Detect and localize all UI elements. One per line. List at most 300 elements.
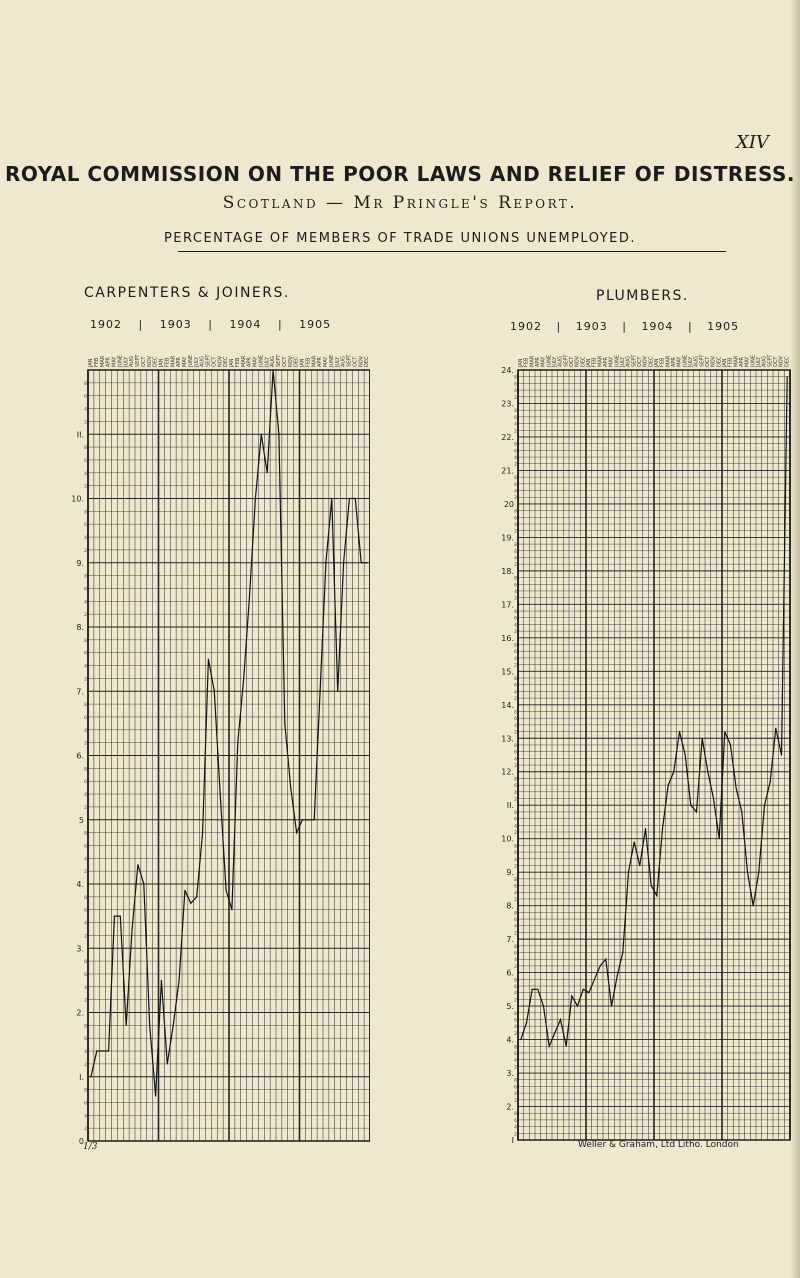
y-minor-tick-label: 6 <box>514 616 517 622</box>
y-tick-label: 2. <box>506 1102 514 1112</box>
y-minor-tick-label: 8 <box>514 944 517 950</box>
y-minor-tick-label: 2 <box>84 677 87 683</box>
data-point <box>549 1046 550 1047</box>
month-tick-label: APR <box>105 357 112 367</box>
data-point <box>781 754 782 755</box>
y-minor-tick-label: 8 <box>514 442 517 448</box>
data-point <box>651 885 652 886</box>
y-minor-tick-label: 8 <box>84 960 87 966</box>
y-minor-tick-label: 6 <box>514 583 517 589</box>
y-minor-tick-label: 8 <box>514 643 517 649</box>
y-tick-label: 13. <box>501 734 514 744</box>
main-title: ROYAL COMMISSION ON THE POOR LAWS AND RELIEF OF DISTRESS. <box>4 162 795 186</box>
data-point <box>770 781 771 782</box>
y-minor-tick-label: 6 <box>514 750 517 756</box>
data-point <box>184 890 185 891</box>
y-minor-tick-label: 2 <box>514 797 517 803</box>
y-minor-tick-label: 8 <box>514 677 517 682</box>
y-minor-tick-label: 6 <box>84 1101 87 1107</box>
month-tick-label: JAN <box>229 358 236 367</box>
y-minor-tick-label: 2 <box>84 484 87 490</box>
data-point <box>237 742 238 743</box>
corner-note: 1/3 <box>83 1142 98 1152</box>
month-tick-label: APR <box>246 357 253 367</box>
year-label: 1904 <box>229 318 262 331</box>
month-tick-label: MAR <box>99 355 106 367</box>
data-point <box>120 916 121 917</box>
data-point <box>308 819 309 820</box>
month-tick-label: JULY <box>755 356 762 367</box>
year-label: 1902 <box>510 320 542 333</box>
y-tick-label: 20 <box>503 499 514 509</box>
y-minor-tick-label: 2 <box>514 630 517 636</box>
month-tick-label: FEB <box>659 357 666 367</box>
month-tick-label: OCT <box>704 356 711 367</box>
year-row-plumbers: 1902 | 1903 | 1904 | 1905 <box>510 320 740 333</box>
month-tick-label: JAN <box>299 358 306 367</box>
data-point <box>758 872 759 873</box>
y-minor-tick-label: 6 <box>84 458 87 464</box>
data-point <box>161 980 162 981</box>
data-point <box>543 1005 544 1006</box>
month-tick-label: DEC <box>580 356 587 367</box>
y-minor-tick-label: 4 <box>514 757 517 763</box>
data-point <box>690 805 691 806</box>
month-tick-label: MAY <box>540 356 547 367</box>
month-tick-label: MAR <box>170 355 177 367</box>
y-minor-tick-label: 2 <box>514 596 517 602</box>
data-point <box>719 838 720 839</box>
month-tick-label: OCT <box>352 356 359 367</box>
data-point <box>594 979 595 980</box>
y-minor-tick-label: 6 <box>84 908 87 914</box>
y-minor-tick-label: 2 <box>514 730 517 736</box>
month-tick-label: SEPT <box>767 354 774 367</box>
data-point <box>526 1022 527 1023</box>
month-tick-label: DEC <box>648 356 655 367</box>
data-point <box>741 811 742 812</box>
y-minor-tick-label: 4 <box>84 921 87 927</box>
month-tick-label: APR <box>602 357 609 367</box>
y-tick-label: I. <box>79 1072 84 1082</box>
y-tick-label: II. <box>506 801 514 811</box>
y-tick-label: 10. <box>501 834 514 844</box>
y-tick-label: 3. <box>506 1069 514 1079</box>
y-minor-tick-label: 2 <box>514 931 517 937</box>
y-minor-tick-label: 6 <box>84 972 87 978</box>
month-tick-label: FEB <box>727 357 734 367</box>
data-point <box>243 678 244 679</box>
y-minor-tick-label: 4 <box>514 723 517 729</box>
month-tick-label: OCT <box>636 356 643 367</box>
month-tick-label: NOV <box>287 355 294 367</box>
y-minor-tick-label: 8 <box>84 703 87 709</box>
y-minor-tick-label: 4 <box>514 556 517 562</box>
y-minor-tick-label: 6 <box>514 717 517 723</box>
y-tick-label: 6. <box>506 968 514 978</box>
y-tick-label: 2. <box>76 1008 84 1018</box>
month-tick-label: AUG <box>199 356 206 367</box>
data-point <box>90 1076 91 1077</box>
year-label: 1904 <box>641 320 674 333</box>
data-point <box>600 965 601 966</box>
y-tick-label: 24. <box>501 366 514 375</box>
month-tick-label: MAR <box>597 355 604 367</box>
year-label: 1903 <box>159 318 192 331</box>
y-minor-tick-label: 6 <box>84 587 87 593</box>
data-point <box>611 1005 612 1006</box>
data-point <box>314 819 315 820</box>
data-point <box>126 1025 127 1026</box>
y-tick-label: 21. <box>501 466 514 476</box>
y-minor-tick-label: 4 <box>514 456 517 462</box>
month-tick-label: AUG <box>270 356 277 367</box>
data-point <box>753 905 754 906</box>
y-minor-tick-label: 6 <box>514 1018 517 1024</box>
month-tick-label: FEB <box>93 357 100 367</box>
month-tick-label: JAN <box>517 358 524 367</box>
data-point <box>668 785 669 786</box>
y-minor-tick-label: 6 <box>514 650 517 656</box>
y-minor-tick-label: 4 <box>514 924 517 930</box>
month-tick-label: JAN <box>585 358 592 367</box>
y-tick-label: I <box>511 1136 514 1144</box>
month-tick-label: NOV <box>146 355 153 367</box>
y-tick-label: 3. <box>76 944 84 954</box>
month-tick-label: SEPT <box>346 354 353 367</box>
month-tick-label: OCT <box>281 356 288 367</box>
data-point <box>202 832 203 833</box>
data-point <box>343 562 344 563</box>
y-minor-tick-label: 6 <box>514 1118 517 1124</box>
y-minor-tick-label: 2 <box>514 1098 517 1104</box>
y-minor-tick-label: 2 <box>514 1065 517 1071</box>
month-tick-label: MAY <box>744 356 751 367</box>
y-minor-tick-label: 4 <box>514 891 517 897</box>
y-minor-tick-label: 4 <box>514 824 517 830</box>
y-minor-tick-label: 4 <box>514 1092 517 1098</box>
month-tick-label: JUNE <box>614 354 621 367</box>
y-minor-tick-label: 2 <box>514 697 517 703</box>
y-minor-tick-label: 2 <box>514 1031 517 1037</box>
y-minor-tick-label: 2 <box>84 1062 87 1068</box>
y-tick-label: 15. <box>501 667 514 677</box>
chart-plumbers <box>478 336 798 1144</box>
month-tick-label: AUG <box>761 356 768 367</box>
data-point <box>617 975 618 976</box>
month-tick-label: AUG <box>557 356 564 367</box>
y-minor-tick-label: 8 <box>514 911 517 917</box>
y-minor-tick-label: 8 <box>514 1011 517 1017</box>
y-minor-tick-label: 6 <box>514 951 517 957</box>
month-tick-label: DEC <box>223 356 230 367</box>
data-point <box>622 952 623 953</box>
y-minor-tick-label: 4 <box>514 857 517 863</box>
data-point <box>231 909 232 910</box>
y-minor-tick-label: 6 <box>514 1051 517 1057</box>
data-point <box>662 828 663 829</box>
data-point <box>639 865 640 866</box>
y-minor-tick-label: 6 <box>514 549 517 555</box>
data-point <box>319 691 320 692</box>
data-point <box>628 872 629 873</box>
y-minor-tick-label: 4 <box>514 1125 517 1131</box>
y-minor-tick-label: 4 <box>514 389 517 395</box>
data-point <box>577 1005 578 1006</box>
month-tick-label: DEC <box>364 356 370 367</box>
data-point <box>685 754 686 755</box>
data-point <box>713 798 714 799</box>
y-minor-tick-label: 2 <box>84 805 87 811</box>
y-minor-tick-label: 4 <box>514 589 517 595</box>
y-minor-tick-label: 4 <box>84 536 87 542</box>
y-minor-tick-label: 2 <box>514 429 517 435</box>
y-minor-tick-label: 4 <box>514 656 517 662</box>
data-point <box>361 562 362 563</box>
y-minor-tick-label: 8 <box>84 638 87 644</box>
y-minor-tick-label: 6 <box>514 817 517 823</box>
data-point <box>583 989 584 990</box>
month-tick-label: SEPT <box>205 354 212 367</box>
y-tick-label: 9. <box>76 558 84 568</box>
y-tick-label: II. <box>76 430 84 440</box>
data-point <box>220 793 221 794</box>
month-tick-label: SEPT <box>563 354 570 367</box>
y-minor-tick-label: 8 <box>514 409 517 415</box>
data-point <box>190 903 191 904</box>
y-tick-label: 18. <box>501 566 514 576</box>
y-minor-tick-label: 4 <box>84 600 87 606</box>
month-tick-label: AUG <box>693 356 700 367</box>
data-point <box>178 980 179 981</box>
month-tick-label: DEC <box>716 356 723 367</box>
y-minor-tick-label: 6 <box>84 715 87 721</box>
y-minor-tick-label: 2 <box>84 934 87 940</box>
y-tick-label: 7. <box>506 935 514 945</box>
y-minor-tick-label: 2 <box>84 548 87 554</box>
month-tick-label: MAY <box>111 356 118 367</box>
data-point <box>137 864 138 865</box>
y-minor-tick-label: 8 <box>84 895 87 901</box>
month-tick-label: AUG <box>625 356 632 367</box>
data-point <box>196 896 197 897</box>
data-point <box>214 691 215 692</box>
data-point <box>131 928 132 929</box>
y-minor-tick-label: 2 <box>84 998 87 1004</box>
y-tick-label: 17. <box>501 600 514 610</box>
y-minor-tick-label: 2 <box>84 1127 87 1133</box>
y-minor-tick-label: 8 <box>84 1024 87 1030</box>
y-minor-tick-label: 4 <box>514 1025 517 1031</box>
y-minor-tick-label: 8 <box>84 831 87 837</box>
y-minor-tick-label: 6 <box>514 516 517 522</box>
month-tick-label: DEC <box>784 356 791 367</box>
chart-title-plumbers: PLUMBERS. <box>596 288 689 304</box>
y-tick-label: 5. <box>506 1002 514 1012</box>
y-minor-tick-label: 4 <box>514 623 517 629</box>
y-tick-label: 6. <box>76 751 84 761</box>
printer-imprint: Weller & Graham, Ltd Litho. London <box>578 1140 739 1150</box>
month-tick-label: NOV <box>217 355 224 367</box>
y-tick-label: 23. <box>501 399 514 409</box>
month-tick-label: JULY <box>619 356 626 367</box>
month-tick-label: APR <box>670 357 677 367</box>
data-point <box>566 1046 567 1047</box>
month-tick-label: JUNE <box>328 354 335 367</box>
y-minor-tick-label: 6 <box>84 394 87 400</box>
data-point <box>261 434 262 435</box>
month-tick-label: OCT <box>140 356 147 367</box>
y-minor-tick-label: 8 <box>514 1112 517 1118</box>
y-minor-tick-label: 2 <box>514 864 517 870</box>
data-point <box>355 498 356 499</box>
y-minor-tick-label: 8 <box>84 574 87 580</box>
y-minor-tick-label: 2 <box>514 831 517 836</box>
month-tick-label: DEC <box>152 356 159 367</box>
data-point <box>532 989 533 990</box>
y-minor-tick-label: 6 <box>514 382 517 388</box>
y-minor-tick-label: 2 <box>514 663 517 669</box>
month-tick-label: JULY <box>123 356 130 367</box>
y-minor-tick-label: 6 <box>514 985 517 990</box>
y-tick-label: 4. <box>76 880 84 889</box>
data-point <box>571 995 572 996</box>
month-tick-label: NOV <box>642 355 649 367</box>
y-tick-label: 4. <box>506 1035 514 1045</box>
y-minor-tick-label: 4 <box>84 664 87 670</box>
y-minor-tick-label: 2 <box>514 764 517 770</box>
data-point <box>554 1032 555 1033</box>
data-point <box>108 1050 109 1051</box>
data-point <box>302 819 303 820</box>
y-tick-label: 8. <box>506 901 514 911</box>
year-label: 1903 <box>575 320 608 333</box>
data-point <box>707 771 708 772</box>
chart-carpenters <box>60 336 370 1146</box>
y-minor-tick-label: 8 <box>514 710 517 716</box>
data-point <box>331 498 332 499</box>
y-minor-tick-label: 6 <box>84 844 87 850</box>
y-minor-tick-label: 6 <box>514 918 517 924</box>
y-minor-tick-label: 4 <box>84 793 87 799</box>
data-point <box>102 1050 103 1051</box>
data-point <box>520 1039 521 1040</box>
y-tick-label: 10. <box>71 494 84 504</box>
y-minor-tick-label: 6 <box>514 784 517 790</box>
y-minor-tick-label: 4 <box>84 857 87 863</box>
caption-underline <box>178 251 726 252</box>
year-label: 1905 <box>707 320 740 333</box>
month-tick-label: SEPT <box>135 354 142 367</box>
y-minor-tick-label: 2 <box>514 1132 517 1138</box>
month-tick-label: JUNE <box>682 354 689 367</box>
data-point <box>724 731 725 732</box>
y-minor-tick-label: 2 <box>514 395 517 401</box>
month-tick-label: OCT <box>211 356 218 367</box>
month-tick-label: JULY <box>687 356 694 367</box>
month-tick-label: MAR <box>529 355 536 367</box>
y-minor-tick-label: 2 <box>84 613 87 619</box>
y-minor-tick-label: 8 <box>84 510 87 516</box>
month-tick-label: AUG <box>129 356 136 367</box>
y-minor-tick-label: 8 <box>84 1088 87 1094</box>
y-minor-tick-label: 8 <box>514 978 517 984</box>
month-tick-label: NOV <box>778 355 785 367</box>
y-minor-tick-label: 6 <box>84 651 87 657</box>
y-tick-label: 22. <box>501 432 514 442</box>
y-minor-tick-label: 8 <box>514 1078 517 1084</box>
month-tick-label: MAR <box>733 355 740 367</box>
data-point <box>155 1095 156 1096</box>
data-point <box>588 992 589 993</box>
data-point <box>787 376 788 377</box>
data-point <box>296 832 297 833</box>
y-minor-tick-label: 4 <box>514 991 517 997</box>
month-tick-label: MAY <box>676 356 683 367</box>
year-label: 1905 <box>299 318 332 331</box>
y-minor-tick-label: 8 <box>514 610 517 616</box>
data-point <box>605 959 606 960</box>
y-minor-tick-label: 2 <box>84 420 87 426</box>
month-tick-label: DEC <box>293 356 300 367</box>
y-minor-tick-label: 4 <box>514 1058 517 1064</box>
data-point <box>645 828 646 829</box>
data-point <box>747 872 748 873</box>
month-tick-label: FEB <box>523 357 530 367</box>
y-tick-label: 16. <box>501 633 514 643</box>
month-tick-label: JAN <box>721 358 728 367</box>
month-tick-label: NOV <box>358 355 365 367</box>
data-point <box>167 1063 168 1064</box>
y-tick-label: 12. <box>501 767 514 777</box>
y-minor-tick-label: 6 <box>514 415 517 421</box>
y-minor-tick-label: 4 <box>84 1050 87 1056</box>
y-minor-tick-label: 6 <box>514 449 517 455</box>
plate-number: XIV <box>736 132 769 153</box>
y-tick-label: 7. <box>76 687 84 697</box>
y-minor-tick-label: 6 <box>84 523 87 529</box>
month-tick-label: JUNE <box>258 354 265 367</box>
caption: PERCENTAGE OF MEMBERS OF TRADE UNIONS UNEMPLOYED. <box>163 231 637 246</box>
data-point <box>736 788 737 789</box>
y-tick-label: 5 <box>78 815 84 825</box>
data-point <box>249 594 250 595</box>
y-minor-tick-label: 8 <box>84 767 87 773</box>
month-tick-label: JUNE <box>750 354 757 367</box>
y-minor-tick-label: 6 <box>514 482 517 488</box>
y-minor-tick-label: 4 <box>514 958 517 964</box>
y-minor-tick-label: 8 <box>514 1045 517 1051</box>
y-minor-tick-label: 2 <box>514 964 517 970</box>
data-point <box>634 841 635 842</box>
chart-title-carpenters: CARPENTERS & JOINERS. <box>84 285 290 301</box>
month-tick-label: JAN <box>653 358 660 367</box>
y-minor-tick-label: 8 <box>514 509 517 515</box>
month-tick-label: APR <box>176 357 183 367</box>
y-tick-label: 0 <box>78 1137 84 1146</box>
month-tick-label: FEB <box>234 357 241 367</box>
y-minor-tick-label: 4 <box>84 471 87 477</box>
data-point <box>702 738 703 739</box>
y-minor-tick-label: 8 <box>514 476 517 482</box>
data-point <box>349 498 350 499</box>
month-tick-label: FEB <box>305 357 312 367</box>
y-minor-tick-label: 8 <box>84 446 87 452</box>
y-minor-tick-label: 8 <box>514 810 517 816</box>
month-tick-label: SEPT <box>699 354 706 367</box>
data-point <box>267 472 268 473</box>
data-point <box>114 916 115 917</box>
